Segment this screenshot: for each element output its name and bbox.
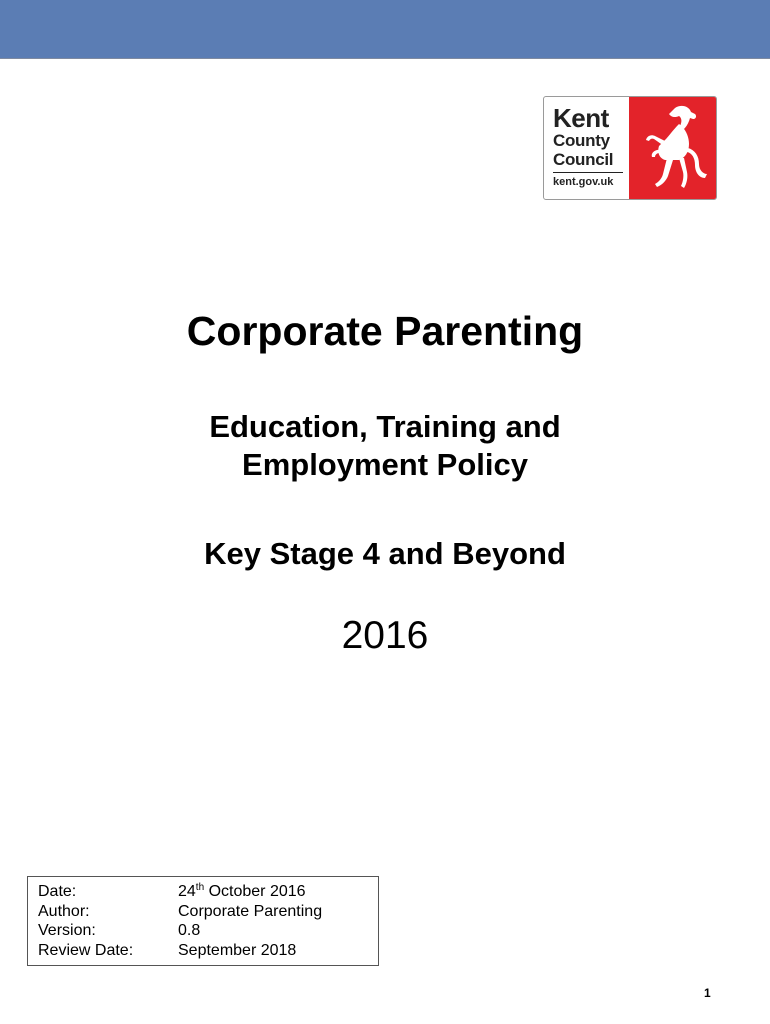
logo-url: kent.gov.uk [553, 176, 614, 188]
date-value [178, 882, 306, 902]
date-month-year: October 2016 [204, 883, 306, 900]
subtitle-line-2: Employment Policy [242, 447, 528, 482]
date-ordinal-suffix: th [195, 882, 205, 893]
author-value: Corporate Parenting [178, 902, 323, 920]
date-label: Date: [38, 883, 77, 900]
header-band [0, 0, 770, 59]
subtitle-line-1: Education, Training and [209, 409, 561, 444]
info-row-author [38, 902, 378, 922]
document-year: 2016 [341, 614, 429, 657]
version-label: Version: [38, 922, 96, 939]
logo-wordmark [544, 97, 629, 199]
info-row-review-date [38, 941, 378, 961]
logo-line-council: Council [553, 150, 614, 169]
document-info-box [27, 876, 379, 966]
page-title: Corporate Parenting [186, 308, 584, 354]
logo-emblem-panel [629, 97, 716, 199]
kent-county-council-logo [543, 96, 717, 200]
review-date-value: September 2018 [178, 941, 297, 959]
info-row-date [38, 882, 378, 902]
review-date-label: Review Date: [38, 941, 134, 959]
policy-subtitle [0, 408, 770, 484]
info-row-version [38, 921, 378, 941]
logo-line-kent: Kent [553, 103, 609, 133]
key-stage-heading: Key Stage 4 and Beyond [204, 536, 566, 571]
logo-line-county: County [553, 131, 610, 150]
white-horse-icon [635, 102, 711, 194]
logo-divider [553, 172, 623, 173]
date-day: 24 [178, 883, 196, 900]
version-value: 0.8 [178, 922, 201, 939]
author-label: Author: [38, 902, 90, 920]
page-number: 1 [704, 986, 711, 1000]
